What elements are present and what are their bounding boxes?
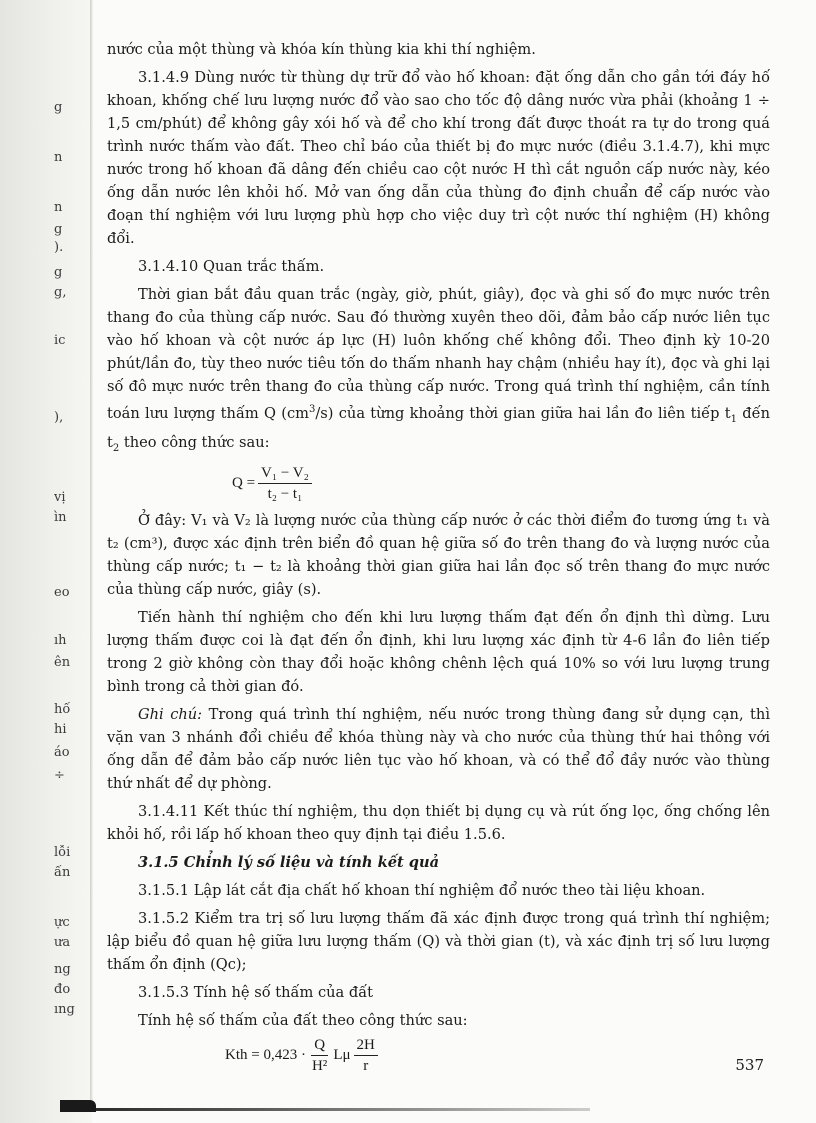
page-gutter bbox=[0, 0, 92, 1123]
bleed-fragment: ıng bbox=[54, 1002, 75, 1017]
bleed-fragment: g bbox=[54, 100, 63, 115]
paragraph-stability: Tiến hành thí nghiệm cho đến khi lưu lượng thấm đạt đến ổn định thì dừng. Lưu lượng thấm được coi là đạt đến ổn định, khi lưu lượng xác định từ 4-6 lần đo liên tiếp trong 2 giờ không còn thay đổi hoặc không chênh lệch quá 10% so với lưu lượng trung bình trong cả thời gian đó. bbox=[107, 608, 770, 695]
bleed-fragment: ực bbox=[54, 915, 70, 930]
paragraph-note: Ghi chú: Trong quá trình thí nghiệm, nếu nước trong thùng đang sử dụng cạn, thì vặn van 3 nhánh đổi chiều để khóa thùng này và cho nước của thùng thứ hai thông với ống dẫn để đảm bảo cấp nước liên tục vào hố khoan, và có thể đổ đầy nước vào thùng thứ nhất để dự phòng. bbox=[107, 705, 770, 792]
bleed-fragment: áo bbox=[54, 745, 70, 760]
bleed-fragment: n bbox=[54, 200, 63, 215]
bleed-fragment: ng bbox=[54, 962, 71, 977]
bleed-fragment: ). bbox=[54, 240, 64, 255]
denominator: r bbox=[363, 1057, 369, 1074]
note-label: Ghi chú: bbox=[138, 705, 203, 723]
bleed-fragment: vị bbox=[54, 490, 66, 505]
fraction bbox=[258, 464, 312, 503]
bleed-fragment: ic bbox=[54, 333, 66, 348]
bleed-fragment: g bbox=[54, 265, 63, 280]
formula-flow-rate bbox=[107, 464, 770, 503]
formula-permeability bbox=[107, 1036, 770, 1075]
fraction bbox=[354, 1036, 378, 1075]
heading-3-1-5-3: 3.1.5.3 Tính hệ số thấm của đất bbox=[138, 983, 374, 1001]
scan-edge-shadow bbox=[60, 1108, 590, 1111]
bleed-fragment: hố bbox=[54, 702, 71, 717]
formula-lhs: Q = bbox=[232, 474, 256, 491]
paragraph-observation: Thời gian bắt đầu quan trắc (ngày, giờ, phút, giây), đọc và ghi số đo mực nước trên thang đo của thùng cấp nước. Sau đó thường xuyên theo dõi, đảm bảo cấp nước liên tục vào hố khoan và cột nước áp lực (H) luôn khống chế không đổi. Theo định kỳ 10-20 phút/lần đo, tùy theo nước tiêu tốn do thấm nhanh hay chậm (nhiều hay ít), đọc và ghi lại số đô mực nước trên thang đo của thùng cấp nước. Trong quá trình thí nghiệm, cần tính toán lưu lượng thấm Q $(cm^3/s)$ của từng khoảng thời gian giữa hai lần đo liên tiếp $t_1$ đến $t_2$ theo công thức sau: bbox=[107, 286, 771, 454]
scan-corner-shadow bbox=[60, 1100, 96, 1112]
denominator: t₂ − t₁ bbox=[267, 485, 303, 502]
formula-term: Lμ bbox=[333, 1046, 351, 1063]
fraction bbox=[309, 1036, 330, 1075]
paragraph-3-1-4-11: 3.1.4.11 Kết thúc thí nghiệm, thu dọn thiết bị dụng cụ và rút ống lọc, ống chống lên khỏi hố, rồi lấp hố khoan theo quy định tại điều 1.5.6. bbox=[107, 802, 770, 843]
numerator: V₁ − V₂ bbox=[258, 464, 312, 484]
bleed-fragment: ÷ bbox=[54, 768, 65, 783]
section-heading-3-1-5: 3.1.5 Chỉnh lý số liệu và tính kết quả bbox=[138, 853, 440, 871]
bleed-fragment: g bbox=[54, 222, 63, 237]
bleed-fragment: lỗi bbox=[54, 845, 71, 860]
numerator: 2H bbox=[354, 1036, 378, 1056]
paragraph-3-1-4-9: 3.1.4.9 Dùng nước từ thùng dự trữ đổ vào hố khoan: đặt ống dẫn cho gần tới đáy hố khoan, khống chế lưu lượng nước đổ vào sao cho tốc độ dâng nước vừa phải (khoảng 1 ÷ 1,5 cm/phút) để không gây xói hố và để cho khí trong đất được thoát ra tự do trong quá trình nước thấm vào đất. Theo chỉ báo của thiết bị đo mực nước (điều 3.1.4.7), khi mực nước trong hố khoan đã dâng đến chiều cao cột nước H thì cắt nguồn cấp nước này, kéo ống dẫn nước lên khỏi hố. Mở van ống dẫn của thùng đo định chuẩn để cấp nước vào đoạn thí nghiệm với lưu lượng phù hợp cho việc duy trì cột nước thí nghiệm (H) không đổi. bbox=[107, 69, 770, 247]
bleed-fragment: ıh bbox=[54, 633, 67, 648]
paragraph-3-1-5-2: 3.1.5.2 Kiểm tra trị số lưu lượng thấm đã xác định được trong quá trình thí nghiệm; lập biểu đồ quan hệ giữa lưu lượng thấm (Q) và thời gian (t), và xác định trị số lưu lượng thấm ổn định (Qc); bbox=[107, 909, 770, 973]
formula-lhs: Kth = 0,423 · bbox=[225, 1046, 306, 1063]
paragraph-definitions: Ở đây: V₁ và V₂ là lượng nước của thùng cấp nước ở các thời điểm đo tương ứng t₁ và t₂ (cm³), được xác định trên biển đồ quan hệ giữa số đo trên thang đo và lượng nước của thùng cấp nước; t₁ − t₂ là khoảng thời gian giữa hai lần đọc số trên thang đo mực nước của thùng cấp nước, giây (s). bbox=[107, 511, 770, 598]
numerator: Q bbox=[311, 1036, 328, 1056]
bleed-fragment: ), bbox=[54, 410, 64, 425]
bleed-fragment: ìn bbox=[54, 510, 67, 525]
bleed-fragment: ấn bbox=[54, 865, 71, 880]
document-body bbox=[107, 38, 770, 1081]
bleed-fragment: n bbox=[54, 150, 63, 165]
paragraph-continuation: nước của một thùng và khóa kín thùng kia khi thí nghiệm. bbox=[107, 41, 536, 58]
page-binding-edge bbox=[90, 0, 93, 1105]
bleed-fragment: ưa bbox=[54, 935, 71, 950]
bleed-fragment: đo bbox=[54, 982, 71, 997]
bleed-fragment: g, bbox=[54, 285, 67, 300]
denominator: H² bbox=[311, 1057, 328, 1074]
bleed-fragment: eo bbox=[54, 585, 70, 600]
paragraph-3-1-5-1: 3.1.5.1 Lập lát cắt địa chất hố khoan thí nghiệm đổ nước theo tài liệu khoan. bbox=[138, 881, 706, 899]
bleed-fragment: hi bbox=[54, 722, 67, 737]
page-number: 537 bbox=[735, 1056, 764, 1074]
heading-3-1-4-10: 3.1.4.10 Quan trắc thấm. bbox=[138, 258, 325, 275]
bleed-fragment: ên bbox=[54, 655, 71, 670]
paragraph-formula-intro: Tính hệ số thấm của đất theo công thức sau: bbox=[138, 1011, 468, 1029]
